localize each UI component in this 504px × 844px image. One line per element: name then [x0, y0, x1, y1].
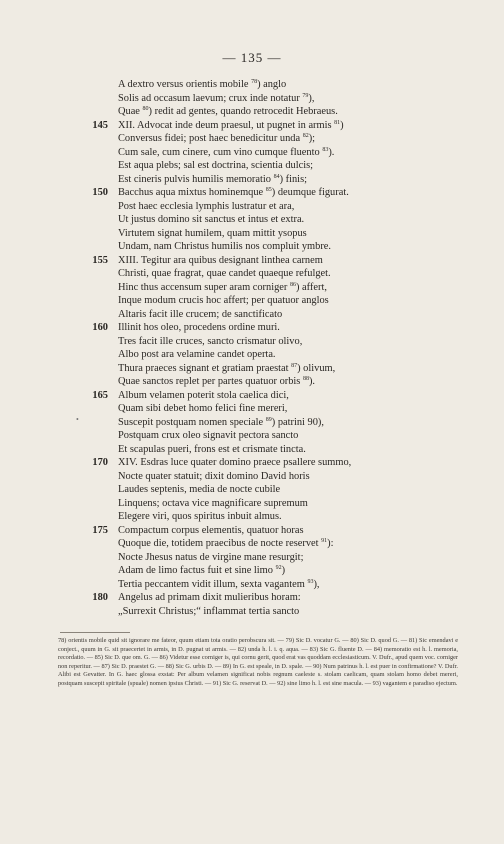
- verse-text-main: Nocte Jhesus natus de virgine mane resurgit;: [118, 551, 304, 563]
- verse-text-main: Adam de limo factus fuit et sine limo: [118, 565, 273, 576]
- verse-text-main: Ut justus domino sit sanctus et intus et extra.: [118, 214, 305, 225]
- verse-text: [118, 105, 338, 119]
- verse-text: [118, 213, 304, 227]
- verse-text: [118, 605, 299, 619]
- verse-text-main: Hinc thus accensum super aram corniger: [118, 281, 288, 293]
- verse-text-main: Cum sale, cum cinere, cum vino cumque fluento: [118, 146, 320, 158]
- verse-text: [118, 362, 335, 376]
- verse-line: [0, 524, 504, 538]
- verse-line: [0, 362, 504, 376]
- verse-text-main: XII. Advocat inde deum praesul, ut pugnet in armis: [118, 119, 332, 131]
- verse-text-main: Altaris facit ille crucem; de sanctificato: [118, 308, 283, 320]
- verse-text-main: Albo post ara velamine candet operta.: [118, 349, 276, 360]
- verse-text-tail: ).: [308, 376, 316, 387]
- verse-line: [0, 92, 504, 106]
- verse-text-main: Quam sibi debet homo felici fine mereri,: [118, 403, 288, 414]
- verse-text: [118, 294, 329, 308]
- verse-text-tail: ):: [327, 538, 334, 549]
- footnote-ref: 79: [302, 92, 309, 99]
- verse-line: [0, 510, 504, 524]
- line-number: 165: [92, 389, 108, 401]
- verse-text-main: Album velamen poterit stola caelica dici,: [118, 389, 289, 401]
- verse-line: [0, 254, 504, 268]
- verse-text: [118, 267, 331, 281]
- verse-line: [0, 605, 504, 619]
- verse-text-tail: );: [308, 133, 316, 144]
- verse-text: [118, 483, 280, 497]
- verse-text: [118, 443, 306, 457]
- verse-line: [0, 429, 504, 443]
- footnote-ref: 85: [265, 187, 272, 193]
- verse-text-tail: ).: [328, 146, 335, 158]
- verse-text-main: Linquens; octava vice magnificare supremum: [118, 497, 308, 509]
- verse-line: [0, 335, 504, 349]
- line-number: 180: [92, 592, 108, 603]
- footnote-ref: 82: [302, 133, 309, 139]
- verse-text: [118, 132, 315, 146]
- verse-line: [0, 497, 504, 511]
- verse-text-main: Conversus fidei; post haec benedicitur unda: [118, 133, 301, 144]
- verse-text-main: Laudes septenis, media de nocte cubile: [118, 484, 281, 495]
- footnote-ref: 83: [322, 146, 329, 153]
- line-number: 160: [92, 322, 108, 333]
- verse-text: [118, 227, 307, 241]
- verse-text: [118, 281, 327, 295]
- verse-line: [0, 308, 504, 322]
- line-number: 170: [92, 457, 108, 468]
- verse-text-main: Solis ad occasum laevum; crux inde notatur: [118, 92, 300, 104]
- verse-text-main: Inque modum crucis hoc affert; per quatuor anglos: [118, 295, 329, 306]
- verse-line: [0, 443, 504, 457]
- verse-line: [0, 348, 504, 362]
- verse-text: [118, 200, 294, 214]
- verse-line: [0, 578, 504, 592]
- verse-block: [0, 78, 504, 618]
- verse-text: [118, 119, 344, 133]
- footnote-ref: 88: [302, 376, 309, 382]
- verse-line: [0, 551, 504, 565]
- verse-line: [0, 402, 504, 416]
- verse-text-main: Est cineris pulvis humilis memoratio: [118, 173, 271, 185]
- verse-text-tail: ) patrini 90),: [271, 416, 324, 428]
- verse-text-tail: ),: [313, 578, 320, 590]
- verse-text: [118, 146, 334, 160]
- verse-text-main: Angelus ad primam dixit mulieribus horam:: [118, 592, 301, 603]
- verse-text-main: Christi, quae fragrat, quae candet quaeque refulget.: [118, 268, 331, 279]
- verse-line: [0, 267, 504, 281]
- verse-text-main: Quoque die, totidem praecibus de nocte reservet: [118, 538, 319, 549]
- footnote-ref: 78: [251, 79, 258, 85]
- footnote-ref: 86: [289, 281, 296, 288]
- verse-line: [0, 173, 504, 187]
- verse-line: [0, 132, 504, 146]
- verse-text: [118, 591, 301, 605]
- page-number: — 135 —: [222, 50, 282, 65]
- verse-line: [0, 227, 504, 241]
- verse-text-main: XIII. Tegitur ara quibus designant linthea carnem: [118, 254, 323, 266]
- verse-text-main: XIV. Esdras luce quater domino praece psallere summo,: [118, 457, 352, 468]
- verse-text-main: Virtutem signat humilem, quam mittit ysopus: [118, 227, 307, 239]
- verse-line: [0, 483, 504, 497]
- verse-text: [118, 389, 289, 403]
- verse-text-tail: ): [281, 565, 286, 576]
- verse-text: [118, 173, 307, 187]
- margin-mark: •: [76, 415, 79, 424]
- verse-text-main: Suscepit postquam nomen speciale: [118, 416, 264, 428]
- verse-line: [0, 213, 504, 227]
- verse-text-main: Postquam crux oleo signavit pectora sancto: [118, 430, 299, 441]
- verse-text: [118, 375, 315, 389]
- verse-text: [118, 456, 351, 470]
- verse-text: [118, 537, 334, 551]
- verse-text: [118, 551, 303, 565]
- verse-line: [0, 537, 504, 551]
- verse-text-tail: ) anglo: [257, 79, 287, 90]
- verse-text: [118, 92, 314, 106]
- line-number: 150: [92, 187, 108, 198]
- footnote-ref: 81: [334, 119, 341, 126]
- verse-line: [0, 146, 504, 160]
- verse-text: [118, 402, 287, 416]
- footnote-ref: 84: [273, 173, 280, 180]
- verse-text-tail: ) finis;: [279, 173, 307, 185]
- verse-text: [118, 254, 323, 268]
- verse-text-main: A dextro versus orientis mobile: [118, 79, 249, 90]
- verse-line: [0, 119, 504, 133]
- verse-text: [118, 335, 302, 349]
- verse-text-main: Et scapulas pueri, frons est et crismate tincta.: [118, 443, 306, 455]
- footnote-ref: 91: [321, 538, 328, 544]
- verse-line: [0, 159, 504, 173]
- verse-text: [118, 321, 280, 335]
- verse-text: [118, 308, 282, 322]
- verse-text-main: Illinit hos oleo, procedens ordine muri.: [118, 322, 280, 333]
- verse-text: [118, 159, 313, 173]
- verse-line: [0, 321, 504, 335]
- footnote-ref: 89: [265, 416, 272, 423]
- verse-line: [0, 186, 504, 200]
- verse-text: [118, 470, 310, 484]
- verse-line: [0, 456, 504, 470]
- verse-text: [118, 497, 308, 511]
- verse-text-main: Undam, nam Christus humilis nos compluit ymbre.: [118, 241, 331, 252]
- verse-text-tail: ) olivum,: [297, 362, 336, 374]
- verse-text-main: Compactum corpus elementis, quatuor horas: [118, 524, 304, 536]
- verse-text-tail: ),: [308, 92, 315, 104]
- verse-line: [0, 389, 504, 403]
- verse-text-tail: ) redit ad gentes, quando retrocedit Hebraeus.: [148, 106, 338, 117]
- verse-text: [118, 429, 298, 443]
- footnote-rule: [60, 632, 130, 633]
- verse-text-tail: ) deumque figurat.: [271, 187, 349, 198]
- verse-text-main: Est aqua plebs; sal est doctrina, scientia dulcis;: [118, 160, 314, 171]
- verse-text: [118, 510, 282, 524]
- verse-text-main: Quae: [118, 106, 140, 117]
- footnote-ref: 87: [291, 362, 298, 369]
- verse-text: [118, 348, 276, 362]
- verse-text-main: Tertia peccantem vidit illum, sexta vagantem: [118, 578, 305, 590]
- verse-text: [118, 186, 349, 200]
- verse-text-main: Post haec ecclesia lymphis lustratur et ara,: [118, 200, 295, 212]
- verse-text-main: Bacchus aqua mixtus hominemque: [118, 187, 264, 198]
- verse-text: [118, 578, 320, 592]
- verse-line: [0, 375, 504, 389]
- footnotes: 78) orientis mobile quid sit ignorare me fateor, quum etiam tota oratio perobscura sit. — 79) Sic D. vocatur G. — 80) Sic D. quod G. — 81) Sic emendavi e conject., quum in G. sit praecertet in armis, in D. pugnat ut armis. — 82) unda h. l. i. q. aqua. — 83) Sic G. fluente D. — 84) memoratio est h. l. memoria, recordatio. — 85) Sic D. que om. G. — 86) Videtur esse corniger is, qui cornu gerit, quod erat vas quoddam ecclesiasticum. V. Dufr., apud quem voc. corniger non reperitur. — 87) Sic D. praestet G. — 88) Sic G. urbis D. — 89) In G. est speale, in D. spale. — 90) Num patrinus h. l. est puer in confirmatione? V. Dufr. Alibi est Gevatter. In G. haec glossa exstat: Per album velamen significat nobis regnum caeleste s. stolam caelicam, quam stolam homo debet mereri, postquam suscepit spiritale (spuale) nomen ipsius Christi. — 91) Sic G. reservat D. — 92) sine limo h. l. est sine macula. — 93) vagantem e paradiso ejectum.: [58, 637, 458, 687]
- verse-text: [118, 78, 286, 92]
- verse-text-main: Elegere viri, quos spiritus inbuit almus.: [118, 511, 282, 522]
- verse-text-tail: ): [340, 119, 344, 131]
- verse-text-main: Quae sanctos replet per partes quatuor orbis: [118, 376, 301, 387]
- verse-line: [0, 591, 504, 605]
- verse-text-main: Nocte quater statuit; dixit domino David horis: [118, 470, 310, 482]
- verse-text: [118, 524, 304, 538]
- verse-text-main: Tres facit ille cruces, sancto crismatur olivo,: [118, 335, 303, 347]
- line-number: 175: [92, 524, 108, 536]
- footnote-ref: 92: [275, 565, 282, 571]
- verse-line: [0, 281, 504, 295]
- verse-text: [118, 564, 285, 578]
- verse-line: [0, 294, 504, 308]
- line-number: 145: [92, 119, 108, 131]
- verse-text: [118, 240, 331, 254]
- verse-text-main: Thura praeces signant et gratiam praestat: [118, 362, 289, 374]
- verse-line: [0, 105, 504, 119]
- verse-text-tail: ) affert,: [295, 281, 327, 293]
- verse-line: [0, 200, 504, 214]
- verse-text: [118, 416, 324, 430]
- line-number: 155: [92, 254, 108, 266]
- footnote-ref: 80: [142, 106, 149, 112]
- verse-line: [0, 470, 504, 484]
- verse-text-main: „Surrexit Christus;“ inflammat tertia sancto: [118, 605, 300, 617]
- verse-line: [0, 564, 504, 578]
- verse-line: [0, 240, 504, 254]
- verse-line: [0, 78, 504, 92]
- footnote-ref: 93: [307, 578, 314, 585]
